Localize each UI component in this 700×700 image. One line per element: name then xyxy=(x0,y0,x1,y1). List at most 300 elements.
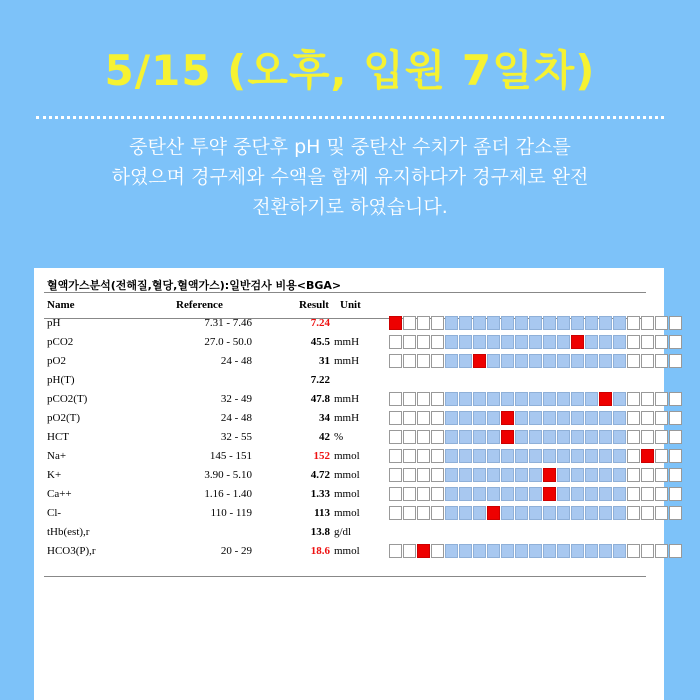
gauge-cell xyxy=(585,430,598,444)
row-reference: 24 - 48 xyxy=(220,412,252,424)
gauge-cell xyxy=(515,544,528,558)
gauge-cell xyxy=(403,411,416,425)
gauge-cell xyxy=(627,335,640,349)
row-unit: mmol xyxy=(334,507,360,519)
gauge-cell xyxy=(571,316,584,330)
range-gauge xyxy=(389,544,683,558)
row-result: 113 xyxy=(314,507,330,519)
gauge-cell xyxy=(403,544,416,558)
row-name: pO2(T) xyxy=(47,412,80,424)
gauge-cell xyxy=(403,354,416,368)
gauge-cell xyxy=(389,411,402,425)
gauge-cell xyxy=(613,487,626,501)
gauge-cell xyxy=(599,335,612,349)
gauge-cell xyxy=(431,316,444,330)
table-row xyxy=(44,391,646,409)
gauge-cell xyxy=(571,487,584,501)
gauge-marker xyxy=(501,411,514,425)
gauge-cell xyxy=(669,430,682,444)
gauge-cell xyxy=(557,430,570,444)
table-row xyxy=(44,429,646,447)
gauge-cell xyxy=(459,544,472,558)
gauge-marker xyxy=(501,430,514,444)
gauge-cell xyxy=(501,468,514,482)
gauge-cell xyxy=(599,487,612,501)
gauge-cell xyxy=(529,449,542,463)
gauge-cell xyxy=(445,430,458,444)
gauge-cell xyxy=(557,544,570,558)
gauge-cell xyxy=(389,354,402,368)
gauge-cell xyxy=(445,506,458,520)
gauge-cell xyxy=(487,449,500,463)
gauge-cell xyxy=(669,411,682,425)
gauge-cell xyxy=(613,506,626,520)
row-reference: 3.90 - 5.10 xyxy=(204,469,252,481)
gauge-cell xyxy=(501,449,514,463)
gauge-cell xyxy=(627,506,640,520)
gauge-cell xyxy=(641,335,654,349)
gauge-cell xyxy=(459,335,472,349)
row-name: HCO3(P),r xyxy=(47,545,96,557)
gauge-cell xyxy=(389,335,402,349)
gauge-cell xyxy=(459,430,472,444)
gauge-cell xyxy=(473,430,486,444)
gauge-cell xyxy=(669,506,682,520)
gauge-cell xyxy=(487,544,500,558)
gauge-cell xyxy=(627,411,640,425)
row-reference: 27.0 - 50.0 xyxy=(204,336,252,348)
gauge-cell xyxy=(417,468,430,482)
gauge-marker xyxy=(599,392,612,406)
row-result: 31 xyxy=(319,355,330,367)
gauge-cell xyxy=(585,468,598,482)
gauge-cell xyxy=(655,316,668,330)
gauge-cell xyxy=(641,354,654,368)
table-row xyxy=(44,524,646,542)
gauge-cell xyxy=(585,449,598,463)
gauge-cell xyxy=(571,468,584,482)
gauge-cell xyxy=(501,544,514,558)
gauge-cell xyxy=(431,335,444,349)
gauge-cell xyxy=(585,411,598,425)
row-name: pCO2 xyxy=(47,336,74,348)
gauge-cell xyxy=(655,392,668,406)
gauge-marker xyxy=(571,335,584,349)
gauge-cell xyxy=(655,468,668,482)
row-result: 47.8 xyxy=(310,393,330,405)
dotted-divider xyxy=(36,116,664,119)
row-reference: 32 - 55 xyxy=(220,431,252,443)
row-reference: 7.31 - 7.46 xyxy=(204,317,252,329)
table-row xyxy=(44,372,646,390)
gauge-cell xyxy=(445,487,458,501)
gauge-cell xyxy=(613,392,626,406)
gauge-cell xyxy=(515,316,528,330)
gauge-cell xyxy=(543,392,556,406)
gauge-cell xyxy=(655,506,668,520)
table-row xyxy=(44,486,646,504)
lab-report-panel xyxy=(34,268,664,700)
gauge-cell xyxy=(515,411,528,425)
gauge-cell xyxy=(599,506,612,520)
table-row xyxy=(44,543,646,561)
gauge-cell xyxy=(585,487,598,501)
gauge-cell xyxy=(417,354,430,368)
gauge-cell xyxy=(389,468,402,482)
gauge-cell xyxy=(501,487,514,501)
gauge-cell xyxy=(655,487,668,501)
gauge-cell xyxy=(557,354,570,368)
gauge-cell xyxy=(599,468,612,482)
gauge-cell xyxy=(599,354,612,368)
gauge-marker xyxy=(543,468,556,482)
row-name: pCO2(T) xyxy=(47,393,88,405)
gauge-cell xyxy=(655,411,668,425)
row-name: K+ xyxy=(47,469,62,481)
gauge-cell xyxy=(529,487,542,501)
row-result: 7.22 xyxy=(310,374,330,386)
page-title: 5/15 (오후, 입원 7일차) xyxy=(104,46,596,95)
gauge-cell xyxy=(571,392,584,406)
row-result: 45.5 xyxy=(310,336,330,348)
gauge-cell xyxy=(501,392,514,406)
row-name: Na+ xyxy=(47,450,67,462)
gauge-cell xyxy=(529,506,542,520)
gauge-cell xyxy=(501,316,514,330)
gauge-cell xyxy=(515,449,528,463)
gauge-cell xyxy=(655,335,668,349)
gauge-cell xyxy=(389,392,402,406)
row-unit: mmH xyxy=(334,336,360,348)
table-row xyxy=(44,410,646,428)
gauge-marker xyxy=(641,449,654,463)
row-unit: mmH xyxy=(334,355,360,367)
row-name: Cl- xyxy=(47,507,62,519)
gauge-cell xyxy=(627,316,640,330)
gauge-cell xyxy=(641,430,654,444)
range-gauge xyxy=(389,392,683,406)
range-gauge xyxy=(389,335,683,349)
gauge-cell xyxy=(501,506,514,520)
gauge-cell xyxy=(431,411,444,425)
gauge-cell xyxy=(613,411,626,425)
gauge-cell xyxy=(403,506,416,520)
gauge-cell xyxy=(515,487,528,501)
gauge-cell xyxy=(529,354,542,368)
report-title: 혈액가스분석(전해질,혈당,혈액가스):일반검사 비용<BGA> xyxy=(47,279,342,292)
gauge-cell xyxy=(431,430,444,444)
gauge-cell xyxy=(459,354,472,368)
gauge-cell xyxy=(529,316,542,330)
gauge-cell xyxy=(529,411,542,425)
gauge-cell xyxy=(627,544,640,558)
gauge-cell xyxy=(627,468,640,482)
gauge-cell xyxy=(557,506,570,520)
gauge-cell xyxy=(669,392,682,406)
gauge-cell xyxy=(417,430,430,444)
gauge-cell xyxy=(655,430,668,444)
gauge-cell xyxy=(641,544,654,558)
row-name: tHb(est),r xyxy=(47,526,90,538)
gauge-cell xyxy=(445,354,458,368)
gauge-cell xyxy=(515,506,528,520)
description-line: 중탄산 투약 중단후 pH 및 중탄산 수치가 좀더 감소를 xyxy=(129,136,571,158)
gauge-cell xyxy=(389,430,402,444)
gauge-cell xyxy=(445,411,458,425)
row-unit: mmol xyxy=(334,450,360,462)
table-row xyxy=(44,353,646,371)
row-reference: 24 - 48 xyxy=(220,355,252,367)
gauge-cell xyxy=(487,354,500,368)
gauge-cell xyxy=(403,487,416,501)
gauge-cell xyxy=(599,449,612,463)
gauge-cell xyxy=(473,335,486,349)
gauge-cell xyxy=(473,392,486,406)
gauge-marker xyxy=(487,506,500,520)
gauge-cell xyxy=(389,449,402,463)
gauge-cell xyxy=(487,487,500,501)
gauge-cell xyxy=(669,544,682,558)
gauge-cell xyxy=(431,544,444,558)
gauge-cell xyxy=(487,316,500,330)
gauge-cell xyxy=(543,506,556,520)
range-gauge xyxy=(389,506,683,520)
row-result: 4.72 xyxy=(310,469,330,481)
gauge-cell xyxy=(487,430,500,444)
gauge-marker xyxy=(543,487,556,501)
range-gauge xyxy=(389,449,683,463)
gauge-cell xyxy=(655,449,668,463)
header-result: Result xyxy=(299,299,329,311)
row-unit: mmol xyxy=(334,545,360,557)
gauge-cell xyxy=(571,544,584,558)
row-reference: 32 - 49 xyxy=(220,393,252,405)
gauge-cell xyxy=(557,449,570,463)
gauge-cell xyxy=(641,468,654,482)
gauge-cell xyxy=(515,335,528,349)
gauge-cell xyxy=(473,449,486,463)
gauge-cell xyxy=(487,468,500,482)
gauge-cell xyxy=(613,354,626,368)
gauge-cell xyxy=(669,449,682,463)
gauge-cell xyxy=(641,316,654,330)
gauge-cell xyxy=(585,544,598,558)
row-unit: mmol xyxy=(334,488,360,500)
gauge-cell xyxy=(417,335,430,349)
header-reference: Reference xyxy=(176,299,223,311)
gauge-cell xyxy=(487,411,500,425)
row-name: pH(T) xyxy=(47,374,75,386)
gauge-cell xyxy=(613,430,626,444)
gauge-cell xyxy=(613,335,626,349)
gauge-cell xyxy=(515,392,528,406)
range-gauge xyxy=(389,354,683,368)
row-result: 42 xyxy=(319,431,330,443)
gauge-cell xyxy=(445,392,458,406)
table-row xyxy=(44,467,646,485)
gauge-cell xyxy=(641,487,654,501)
gauge-cell xyxy=(403,449,416,463)
range-gauge xyxy=(389,411,683,425)
gauge-cell xyxy=(641,411,654,425)
gauge-cell xyxy=(585,506,598,520)
gauge-cell xyxy=(473,544,486,558)
gauge-cell xyxy=(585,335,598,349)
gauge-cell xyxy=(473,316,486,330)
gauge-cell xyxy=(431,468,444,482)
gauge-cell xyxy=(459,449,472,463)
gauge-cell xyxy=(445,544,458,558)
gauge-cell xyxy=(403,316,416,330)
gauge-cell xyxy=(487,392,500,406)
gauge-cell xyxy=(669,316,682,330)
gauge-cell xyxy=(599,411,612,425)
gauge-cell xyxy=(417,316,430,330)
gauge-cell xyxy=(641,392,654,406)
row-unit: mmH xyxy=(334,393,360,405)
gauge-cell xyxy=(627,354,640,368)
gauge-cell xyxy=(557,392,570,406)
row-unit: mmH xyxy=(334,412,360,424)
gauge-cell xyxy=(529,430,542,444)
gauge-cell xyxy=(669,354,682,368)
row-result: 34 xyxy=(319,412,330,424)
gauge-cell xyxy=(557,411,570,425)
gauge-marker xyxy=(417,544,430,558)
gauge-cell xyxy=(501,335,514,349)
gauge-cell xyxy=(529,544,542,558)
table-row xyxy=(44,315,646,333)
gauge-cell xyxy=(445,449,458,463)
description-line: 전환하기로 하였습니다. xyxy=(252,196,448,218)
gauge-cell xyxy=(655,354,668,368)
gauge-cell xyxy=(641,506,654,520)
gauge-cell xyxy=(571,449,584,463)
row-reference: 1.16 - 1.40 xyxy=(204,488,252,500)
range-gauge xyxy=(389,468,683,482)
gauge-cell xyxy=(459,392,472,406)
gauge-cell xyxy=(543,449,556,463)
gauge-cell xyxy=(417,487,430,501)
gauge-cell xyxy=(431,506,444,520)
gauge-cell xyxy=(543,411,556,425)
row-reference: 145 - 151 xyxy=(209,450,252,462)
gauge-cell xyxy=(571,354,584,368)
gauge-cell xyxy=(445,335,458,349)
row-name: Ca++ xyxy=(47,488,72,500)
row-unit: g/dl xyxy=(334,526,352,538)
gauge-cell xyxy=(543,316,556,330)
row-result: 7.24 xyxy=(310,317,330,329)
gauge-cell xyxy=(473,487,486,501)
gauge-cell xyxy=(585,392,598,406)
row-unit: % xyxy=(334,431,344,443)
gauge-cell xyxy=(459,411,472,425)
gauge-cell xyxy=(431,487,444,501)
row-unit: mmol xyxy=(334,469,360,481)
gauge-cell xyxy=(389,487,402,501)
gauge-cell xyxy=(655,544,668,558)
range-gauge xyxy=(389,316,683,330)
gauge-cell xyxy=(543,335,556,349)
gauge-cell xyxy=(613,449,626,463)
table-row xyxy=(44,334,646,352)
gauge-cell xyxy=(459,487,472,501)
gauge-cell xyxy=(389,544,402,558)
gauge-cell xyxy=(431,449,444,463)
gauge-cell xyxy=(501,354,514,368)
gauge-cell xyxy=(529,335,542,349)
gauge-cell xyxy=(557,316,570,330)
gauge-cell xyxy=(445,468,458,482)
gauge-cell xyxy=(515,430,528,444)
gauge-marker xyxy=(389,316,402,330)
gauge-cell xyxy=(543,430,556,444)
gauge-cell xyxy=(599,430,612,444)
lab-results-table xyxy=(44,292,646,577)
gauge-cell xyxy=(571,506,584,520)
gauge-cell xyxy=(585,316,598,330)
gauge-cell xyxy=(627,430,640,444)
row-name: HCT xyxy=(47,431,69,443)
table-row xyxy=(44,505,646,523)
gauge-cell xyxy=(557,468,570,482)
gauge-cell xyxy=(529,392,542,406)
gauge-cell xyxy=(543,354,556,368)
gauge-marker xyxy=(473,354,486,368)
gauge-cell xyxy=(585,354,598,368)
gauge-cell xyxy=(417,506,430,520)
gauge-cell xyxy=(417,392,430,406)
gauge-cell xyxy=(543,544,556,558)
gauge-cell xyxy=(613,468,626,482)
gauge-cell xyxy=(557,335,570,349)
gauge-cell xyxy=(627,449,640,463)
gauge-cell xyxy=(403,392,416,406)
row-reference: 110 - 119 xyxy=(210,507,252,519)
gauge-cell xyxy=(669,487,682,501)
header-name: Name xyxy=(47,299,75,311)
range-gauge xyxy=(389,487,683,501)
row-result: 13.8 xyxy=(310,526,330,538)
row-name: pO2 xyxy=(47,355,66,367)
gauge-cell xyxy=(571,411,584,425)
gauge-cell xyxy=(613,544,626,558)
gauge-cell xyxy=(669,468,682,482)
gauge-cell xyxy=(557,487,570,501)
gauge-cell xyxy=(627,487,640,501)
row-name: pH xyxy=(47,317,61,329)
gauge-cell xyxy=(459,506,472,520)
gauge-cell xyxy=(669,335,682,349)
gauge-cell xyxy=(431,354,444,368)
gauge-cell xyxy=(445,316,458,330)
gauge-cell xyxy=(487,335,500,349)
row-result: 152 xyxy=(313,450,330,462)
description-line: 하였으며 경구제와 수액을 함께 유지하다가 경구제로 완전 xyxy=(111,166,589,188)
row-result: 18.6 xyxy=(310,545,330,557)
gauge-cell xyxy=(417,449,430,463)
gauge-cell xyxy=(473,506,486,520)
gauge-cell xyxy=(613,316,626,330)
gauge-cell xyxy=(473,411,486,425)
gauge-cell xyxy=(627,392,640,406)
gauge-cell xyxy=(431,392,444,406)
gauge-cell xyxy=(599,316,612,330)
header-unit: Unit xyxy=(340,299,361,311)
row-reference: 20 - 29 xyxy=(220,545,252,557)
gauge-cell xyxy=(599,544,612,558)
